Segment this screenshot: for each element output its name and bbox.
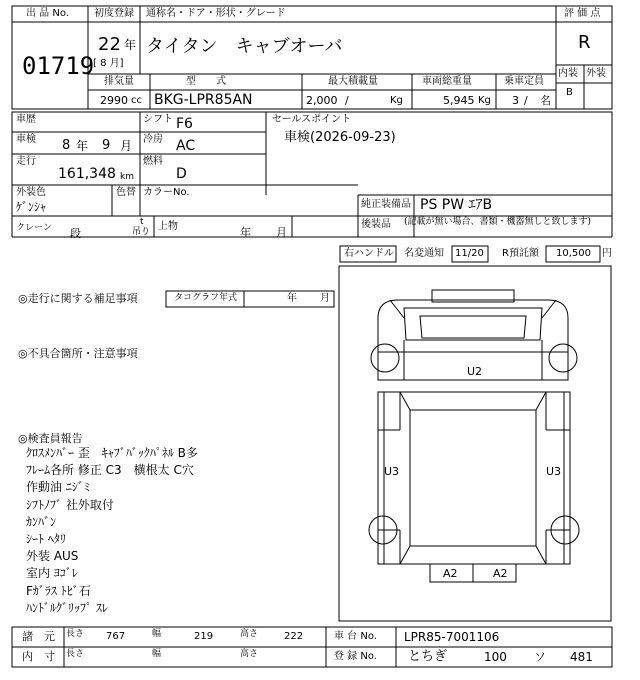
width-label: 幅 [152,629,162,639]
in-width-label: 幅 [152,649,162,659]
model-code: BKG-LPR85AN [154,92,253,108]
damage-mark-left: U3 [384,465,400,478]
seats-value: 3 [512,94,519,107]
first-reg-label: 初度登録 [94,8,134,19]
width-value: 219 [194,631,214,642]
color-label: 外装色 [16,187,46,198]
sales-point-label: セールスポイント [272,114,352,125]
inspector-report-line: Fｶﾞﾗｽ ﾄﾋﾞ石 [26,583,91,598]
load-separator: / [345,94,349,107]
grade-score: R [578,32,591,53]
inspector-report-line: 作動油 ﾆｼﾞﾐ [26,480,90,495]
ac-value: AC [176,138,196,154]
inspector-report-line: ｸﾛｽﾒﾝﾊﾞｰ 歪 ｷｬﾌﾞﾊﾞｯｸﾊﾟﾈﾙ B多 [26,446,198,460]
seats-unit: 名 [540,94,551,107]
steering-flag: 右ハンドル [344,248,394,259]
exterior-label: 外装 [586,68,606,79]
inspector-report-line: ｼﾌﾄﾉﾌﾞ 社外取付 [26,497,114,512]
inspection-month-unit: 月 [120,139,133,153]
shift-label: シフト [143,114,173,125]
damage-mark-front: U2 [467,365,483,378]
crane-label: クレーン [16,223,52,233]
lot-label: 出 品 No. [26,8,69,19]
running-notes-label: ◎走行に関する補足事項 [18,292,138,305]
mileage-unit: km [120,172,134,182]
inspector-report-line: 外装 AUS [26,549,79,564]
inspection-month: 9 [102,138,111,153]
interior-score: B [566,87,573,98]
inspector-report-line: ｶﾝﾊﾞﾝ [26,514,57,529]
sales-point: 車検(2026-09-23) [284,130,396,145]
aftermarket-label: 後装品 [361,219,391,230]
chassis-number: LPR85-7001106 [404,630,500,644]
damage-mark-right: U3 [546,465,562,478]
equip-label: 純正装備品 [361,199,411,210]
reg-class: 100 [484,650,507,664]
displacement-value: 2990 [100,94,128,107]
upper-year: 年 [240,226,251,239]
reg-kana: ソ [534,650,547,664]
load-unit: Kg [390,95,403,106]
reg-place: とちぎ [408,649,448,664]
fuel-value: D [176,166,187,182]
upper-label: 上物 [158,221,178,232]
in-height-label: 高さ [240,649,259,659]
damage-mark-rear-right: A2 [493,567,508,580]
inspector-report-line: 室内 ﾖｺﾞﾚ [26,566,78,581]
aftermarket-note: (記載が無い場合、書類・機器無しと致します) [404,217,592,227]
length-label: 長さ [66,629,85,639]
height-value: 222 [284,631,304,642]
inspection-year: 8 [62,138,71,153]
defects-label: ◎不具合箇所・注意事項 [18,347,138,360]
reg-number: 481 [570,650,593,664]
crane-steps: 段 [70,227,81,240]
length-value: 767 [106,631,126,642]
interior-dims-label: 内 寸 [22,650,55,663]
lot-number: 01719 [22,52,95,80]
dims-label: 諸 元 [22,630,55,643]
color-code-label: カラーNo. [143,187,190,198]
name-label: 通称名・ドア・形状・グレード [146,8,286,19]
first-reg-year: 22 [98,34,121,55]
load-value: 2,000 [306,94,338,107]
inspector-report-line: ｼｰﾄ ﾍﾀﾘ [26,532,66,546]
crane-t: t [140,217,144,227]
reg-label: 登 録 No. [334,651,377,662]
chassis-label: 車 台 No. [334,631,377,642]
weight-label: 車両総重量 [422,76,472,87]
displacement-label: 排気量 [104,76,134,87]
inspection-year-unit: 年 [76,139,89,153]
height-label: 高さ [240,629,259,639]
ac-label: 冷房 [143,134,163,145]
recycle-unit: 円 [602,248,612,259]
inspector-label: ◎検査員報告 [18,432,83,445]
in-length-label: 長さ [66,649,85,659]
inspection-label: 車検 [16,134,36,145]
inspector-report-line: ﾊﾝﾄﾞﾙｸﾞﾘｯﾌﾟ ｽﾚ [26,600,108,615]
upper-month: 月 [276,226,287,239]
seats-label: 乗車定員 [504,76,544,87]
recycle-label: R預託額 [502,248,539,259]
first-reg-month: [ 8 月] [93,58,124,69]
damage-mark-rear-left: A2 [443,567,458,580]
shift-value: F6 [176,116,193,132]
seats-separator: / [524,94,528,107]
tacho-label: タコグラフ年式 [174,293,238,303]
color-no-label: 色替 [116,187,136,198]
crane-hang: 吊り [132,227,151,237]
interior-label: 内装 [558,68,578,79]
displacement-unit: cc [131,95,142,106]
weight-value: 5,945 [443,94,475,107]
tacho-month: 月 [320,293,330,304]
model-name: タイタン キャブオーバ [146,36,343,57]
tacho-year: 年 [287,293,297,304]
name-change-date: 11/20 [455,248,484,259]
grade-label: 評 価 点 [564,8,601,19]
model-type-label: 型 式 [186,76,226,87]
mileage-value: 161,348 [58,166,116,182]
fuel-label: 燃料 [143,156,163,167]
history-label: 車歴 [16,114,36,125]
load-label: 最大積載量 [328,76,378,87]
inspector-report-line: ﾌﾚｰﾑ各所 修正 C3 横根太 C穴 [26,463,194,478]
color-value: ｹﾞﾝｼｬ [16,200,47,214]
mileage-label: 走行 [16,156,36,167]
name-change-label: 名変通知 [404,248,444,259]
weight-unit: Kg [478,95,491,106]
equip-value: PS PW ｴｱB [420,197,493,213]
recycle-value: 10,500 [556,248,591,259]
first-reg-year-unit: 年 [124,38,137,52]
